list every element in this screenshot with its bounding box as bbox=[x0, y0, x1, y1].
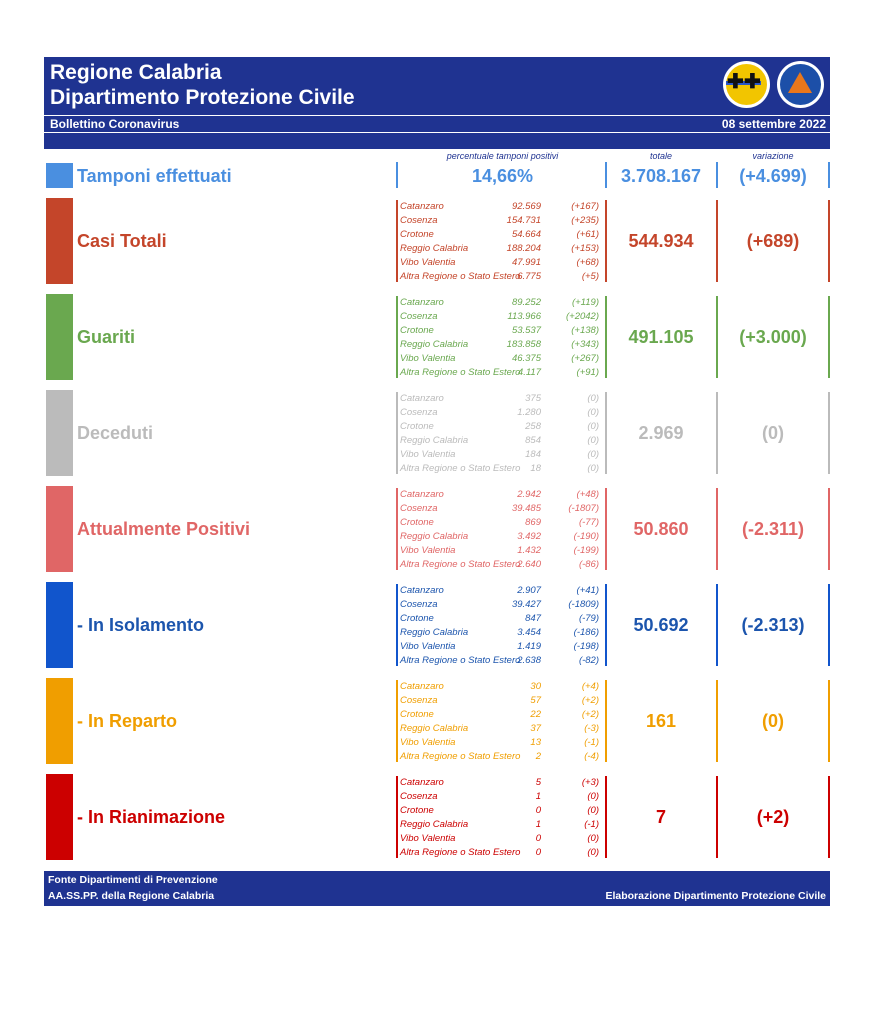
province-name: Catanzaro bbox=[400, 777, 444, 788]
reparto-province-list bbox=[400, 680, 605, 764]
province-value: 3.492 bbox=[517, 531, 541, 542]
province-name: Crotone bbox=[400, 421, 434, 432]
list-item bbox=[400, 640, 605, 654]
province-delta: (-1) bbox=[584, 737, 599, 748]
province-delta: (+91) bbox=[576, 367, 599, 378]
province-delta: (+119) bbox=[571, 297, 599, 308]
list-item bbox=[400, 654, 605, 668]
isolamento-province-list bbox=[400, 584, 605, 668]
province-delta: (+48) bbox=[576, 489, 599, 500]
guariti-change: (+3.000) bbox=[739, 327, 807, 347]
province-name: Reggio Calabria bbox=[400, 723, 469, 734]
province-name: Cosenza bbox=[400, 503, 438, 514]
positivi-province-list bbox=[400, 488, 605, 572]
province-value: 183.858 bbox=[506, 339, 541, 350]
guariti-label: Guariti bbox=[77, 327, 136, 347]
rianimazione-change: (+2) bbox=[756, 807, 790, 827]
reparto-divider bbox=[396, 680, 398, 762]
province-delta: (+3) bbox=[581, 777, 599, 788]
province-delta: (0) bbox=[587, 393, 599, 404]
province-delta: (0) bbox=[587, 791, 599, 802]
province-delta: (+41) bbox=[576, 585, 599, 596]
list-item bbox=[400, 338, 605, 352]
list-item bbox=[400, 750, 605, 764]
province-delta: (0) bbox=[587, 805, 599, 816]
province-delta: (+5) bbox=[581, 271, 599, 282]
province-value: 154.731 bbox=[506, 215, 541, 226]
deceduti-swatch bbox=[46, 390, 73, 476]
province-value: 188.204 bbox=[506, 243, 541, 254]
guariti-swatch bbox=[46, 294, 73, 380]
positivi-divider bbox=[828, 488, 830, 570]
list-item bbox=[400, 598, 605, 612]
tamponi-label: Tamponi effettuati bbox=[77, 166, 232, 186]
header-divider bbox=[44, 115, 830, 116]
province-value: 6.775 bbox=[517, 271, 541, 282]
province-value: 0 bbox=[535, 833, 541, 844]
province-value: 89.252 bbox=[511, 297, 541, 308]
guariti-divider bbox=[396, 296, 398, 378]
province-delta: (+4) bbox=[581, 681, 599, 692]
province-name: Vibo Valentia bbox=[400, 833, 456, 844]
list-item bbox=[400, 406, 605, 420]
province-delta: (-199) bbox=[573, 545, 599, 556]
rianimazione-label: - In Rianimazione bbox=[77, 807, 226, 827]
list-item bbox=[400, 680, 605, 694]
province-value: 3.454 bbox=[517, 627, 541, 638]
province-value: 39.427 bbox=[511, 599, 541, 610]
province-name: Catanzaro bbox=[400, 201, 444, 212]
list-item bbox=[400, 516, 605, 530]
list-item bbox=[400, 214, 605, 228]
section-row-casi bbox=[0, 198, 878, 284]
province-delta: (+235) bbox=[571, 215, 599, 226]
list-item bbox=[400, 488, 605, 502]
province-name: Crotone bbox=[400, 325, 434, 336]
deceduti-total: 2.969 bbox=[638, 423, 684, 443]
guariti-province-list bbox=[400, 296, 605, 380]
reparto-total: 161 bbox=[645, 711, 677, 731]
province-value: 5 bbox=[535, 777, 541, 788]
casi-change: (+689) bbox=[746, 231, 800, 251]
list-item bbox=[400, 722, 605, 736]
isolamento-label: - In Isolamento bbox=[77, 615, 205, 635]
list-item bbox=[400, 296, 605, 310]
list-item bbox=[400, 420, 605, 434]
positivi-swatch bbox=[46, 486, 73, 572]
bulletin-header bbox=[44, 57, 830, 149]
list-item bbox=[400, 612, 605, 626]
province-delta: (0) bbox=[587, 407, 599, 418]
list-item bbox=[400, 790, 605, 804]
province-name: Vibo Valentia bbox=[400, 641, 456, 652]
province-name: Crotone bbox=[400, 613, 434, 624]
reparto-change: (0) bbox=[762, 711, 784, 731]
province-delta: (0) bbox=[587, 847, 599, 858]
province-name: Vibo Valentia bbox=[400, 353, 456, 364]
province-name: Crotone bbox=[400, 805, 434, 816]
footer-source-line1: Fonte Dipartimenti di Prevenzione bbox=[48, 874, 218, 886]
positivi-total: 50.860 bbox=[633, 519, 689, 539]
casi-label: Casi Totali bbox=[77, 231, 167, 251]
province-value: 1.432 bbox=[517, 545, 541, 556]
province-value: 46.375 bbox=[511, 353, 541, 364]
list-item bbox=[400, 228, 605, 242]
province-value: 2.640 bbox=[517, 559, 541, 570]
deceduti-divider bbox=[828, 392, 830, 474]
province-delta: (+68) bbox=[576, 257, 599, 268]
province-value: 113.966 bbox=[507, 311, 541, 322]
province-name: Vibo Valentia bbox=[400, 737, 456, 748]
tamponi-change: (+4.699) bbox=[739, 166, 807, 186]
province-delta: (+2) bbox=[581, 695, 599, 706]
province-value: 39.485 bbox=[511, 503, 541, 514]
header-divider-bottom bbox=[44, 132, 830, 133]
list-item bbox=[400, 200, 605, 214]
section-row-isolamento bbox=[0, 582, 878, 668]
province-name: Vibo Valentia bbox=[400, 545, 456, 556]
province-name: Catanzaro bbox=[400, 297, 444, 308]
footer-source-line2: AA.SS.PP. della Regione Calabria bbox=[48, 890, 215, 902]
deceduti-divider bbox=[396, 392, 398, 474]
province-delta: (-82) bbox=[578, 655, 599, 666]
province-delta: (-3) bbox=[584, 723, 599, 734]
province-name: Reggio Calabria bbox=[400, 627, 469, 638]
province-name: Reggio Calabria bbox=[400, 339, 469, 350]
section-row-guariti bbox=[0, 294, 878, 380]
province-value: 37 bbox=[530, 723, 541, 734]
province-value: 0 bbox=[535, 805, 541, 816]
province-value: 2.942 bbox=[517, 489, 541, 500]
province-name: Altra Regione o Stato Estero bbox=[400, 367, 521, 378]
province-name: Altra Regione o Stato Estero bbox=[400, 751, 521, 762]
isolamento-swatch bbox=[46, 582, 73, 668]
rianimazione-total: 7 bbox=[655, 807, 666, 827]
list-item bbox=[400, 846, 605, 860]
list-item bbox=[400, 558, 605, 572]
list-item bbox=[400, 448, 605, 462]
guariti-total: 491.105 bbox=[628, 327, 694, 347]
isolamento-change: (-2.313) bbox=[741, 615, 805, 635]
province-value: 57 bbox=[530, 695, 541, 706]
deceduti-label: Deceduti bbox=[77, 423, 154, 443]
positivi-divider bbox=[396, 488, 398, 570]
list-item bbox=[400, 530, 605, 544]
deceduti-province-list bbox=[400, 392, 605, 476]
list-item bbox=[400, 366, 605, 380]
province-delta: (-79) bbox=[578, 613, 599, 624]
province-name: Catanzaro bbox=[400, 393, 444, 404]
list-item bbox=[400, 352, 605, 366]
list-item bbox=[400, 708, 605, 722]
province-delta: (+267) bbox=[571, 353, 599, 364]
province-name: Altra Regione o Stato Estero bbox=[400, 655, 521, 666]
list-item bbox=[400, 434, 605, 448]
province-value: 258 bbox=[525, 421, 541, 432]
province-name: Reggio Calabria bbox=[400, 531, 469, 542]
province-delta: (-1807) bbox=[568, 503, 599, 514]
province-delta: (-1809) bbox=[568, 599, 599, 610]
tamponi-divider bbox=[396, 162, 398, 188]
province-value: 184 bbox=[525, 449, 541, 460]
list-item bbox=[400, 310, 605, 324]
list-item bbox=[400, 818, 605, 832]
list-item bbox=[400, 626, 605, 640]
isolamento-divider bbox=[828, 584, 830, 666]
rianimazione-divider bbox=[828, 776, 830, 858]
province-value: 1.419 bbox=[517, 641, 541, 652]
province-name: Reggio Calabria bbox=[400, 819, 469, 830]
province-value: 2 bbox=[535, 751, 541, 762]
province-delta: (+138) bbox=[571, 325, 599, 336]
casi-divider bbox=[828, 200, 830, 282]
isolamento-total: 50.692 bbox=[633, 615, 689, 635]
tamponi-swatch bbox=[46, 163, 73, 188]
reparto-label: - In Reparto bbox=[77, 711, 178, 731]
province-name: Altra Regione o Stato Estero bbox=[400, 463, 521, 474]
province-value: 2.638 bbox=[517, 655, 541, 666]
list-item bbox=[400, 776, 605, 790]
province-value: 1 bbox=[535, 791, 541, 802]
tamponi-total: 3.708.167 bbox=[620, 166, 702, 186]
list-item bbox=[400, 324, 605, 338]
province-value: 92.569 bbox=[511, 201, 541, 212]
province-name: Altra Regione o Stato Estero bbox=[400, 271, 521, 282]
list-item bbox=[400, 544, 605, 558]
province-name: Reggio Calabria bbox=[400, 435, 469, 446]
footer-credit: Elaborazione Dipartimento Protezione Civile bbox=[605, 890, 826, 902]
province-delta: (0) bbox=[587, 435, 599, 446]
province-delta: (+61) bbox=[576, 229, 599, 240]
province-value: 47.991 bbox=[511, 257, 541, 268]
province-delta: (-1) bbox=[584, 819, 599, 830]
list-item bbox=[400, 242, 605, 256]
province-name: Catanzaro bbox=[400, 681, 444, 692]
header-subtitle: Bollettino Coronavirus bbox=[50, 117, 180, 131]
province-delta: (0) bbox=[587, 463, 599, 474]
province-delta: (0) bbox=[587, 833, 599, 844]
header-title-region: Regione Calabria bbox=[50, 61, 222, 84]
casi-province-list bbox=[400, 200, 605, 284]
province-name: Cosenza bbox=[400, 599, 438, 610]
province-delta: (0) bbox=[587, 449, 599, 460]
province-value: 869 bbox=[525, 517, 541, 528]
province-value: 2.907 bbox=[517, 585, 541, 596]
list-item bbox=[400, 804, 605, 818]
list-item bbox=[400, 832, 605, 846]
rianimazione-divider bbox=[396, 776, 398, 858]
regione-calabria-logo-icon: ✚ ✚ bbox=[723, 61, 770, 108]
province-name: Crotone bbox=[400, 517, 434, 528]
province-delta: (+167) bbox=[571, 201, 599, 212]
list-item bbox=[400, 694, 605, 708]
province-name: Cosenza bbox=[400, 407, 438, 418]
province-delta: (-77) bbox=[578, 517, 599, 528]
list-item bbox=[400, 462, 605, 476]
province-value: 0 bbox=[535, 847, 541, 858]
province-name: Catanzaro bbox=[400, 585, 444, 596]
casi-total: 544.934 bbox=[628, 231, 694, 251]
section-row-reparto bbox=[0, 678, 878, 764]
province-delta: (-86) bbox=[578, 559, 599, 570]
province-name: Vibo Valentia bbox=[400, 257, 456, 268]
list-item bbox=[400, 502, 605, 516]
section-row-rianimazione bbox=[0, 774, 878, 860]
province-delta: (-190) bbox=[573, 531, 599, 542]
province-delta: (+153) bbox=[571, 243, 599, 254]
rianimazione-swatch bbox=[46, 774, 73, 860]
province-delta: (-186) bbox=[573, 627, 599, 638]
header-title-department: Dipartimento Protezione Civile bbox=[50, 86, 355, 109]
header-date: 08 settembre 2022 bbox=[721, 117, 826, 131]
guariti-divider bbox=[828, 296, 830, 378]
province-delta: (+2) bbox=[581, 709, 599, 720]
column-header-percent: percentuale tamponi positivi bbox=[446, 151, 559, 161]
section-row-positivi bbox=[0, 486, 878, 572]
province-name: Cosenza bbox=[400, 311, 438, 322]
province-value: 375 bbox=[525, 393, 541, 404]
positivi-label: Attualmente Positivi bbox=[77, 519, 251, 539]
positivi-change: (-2.311) bbox=[741, 519, 805, 539]
province-value: 18 bbox=[530, 463, 541, 474]
reparto-swatch bbox=[46, 678, 73, 764]
list-item bbox=[400, 392, 605, 406]
casi-swatch bbox=[46, 198, 73, 284]
province-value: 53.537 bbox=[511, 325, 541, 336]
column-header-change: variazione bbox=[752, 151, 794, 161]
list-item bbox=[400, 256, 605, 270]
province-delta: (-4) bbox=[584, 751, 599, 762]
province-name: Reggio Calabria bbox=[400, 243, 469, 254]
column-header-total: totale bbox=[649, 151, 673, 161]
casi-divider bbox=[396, 200, 398, 282]
list-item bbox=[400, 584, 605, 598]
province-name: Crotone bbox=[400, 709, 434, 720]
province-name: Altra Regione o Stato Estero bbox=[400, 559, 521, 570]
province-delta: (+2042) bbox=[565, 311, 599, 322]
province-name: Crotone bbox=[400, 229, 434, 240]
deceduti-change: (0) bbox=[762, 423, 784, 443]
province-value: 1.280 bbox=[517, 407, 541, 418]
province-name: Catanzaro bbox=[400, 489, 444, 500]
province-value: 13 bbox=[530, 737, 541, 748]
tamponi-percent: 14,66% bbox=[471, 166, 534, 186]
protezione-civile-logo-icon bbox=[777, 61, 824, 108]
bulletin-footer bbox=[44, 871, 830, 906]
section-row-deceduti bbox=[0, 390, 878, 476]
province-value: 22 bbox=[530, 709, 541, 720]
province-value: 4.117 bbox=[517, 367, 541, 378]
province-name: Cosenza bbox=[400, 215, 438, 226]
province-name: Cosenza bbox=[400, 695, 438, 706]
province-value: 30 bbox=[530, 681, 541, 692]
province-delta: (-198) bbox=[573, 641, 599, 652]
reparto-divider bbox=[828, 680, 830, 762]
province-name: Altra Regione o Stato Estero bbox=[400, 847, 521, 858]
province-name: Cosenza bbox=[400, 791, 438, 802]
province-delta: (0) bbox=[587, 421, 599, 432]
province-name: Vibo Valentia bbox=[400, 449, 456, 460]
isolamento-divider bbox=[396, 584, 398, 666]
rianimazione-province-list bbox=[400, 776, 605, 860]
province-delta: (+343) bbox=[571, 339, 599, 350]
province-value: 54.664 bbox=[511, 229, 541, 240]
province-value: 847 bbox=[525, 613, 541, 624]
list-item bbox=[400, 736, 605, 750]
list-item bbox=[400, 270, 605, 284]
province-value: 854 bbox=[525, 435, 541, 446]
tamponi-row bbox=[0, 160, 878, 190]
tamponi-divider bbox=[828, 162, 830, 188]
province-value: 1 bbox=[535, 819, 541, 830]
